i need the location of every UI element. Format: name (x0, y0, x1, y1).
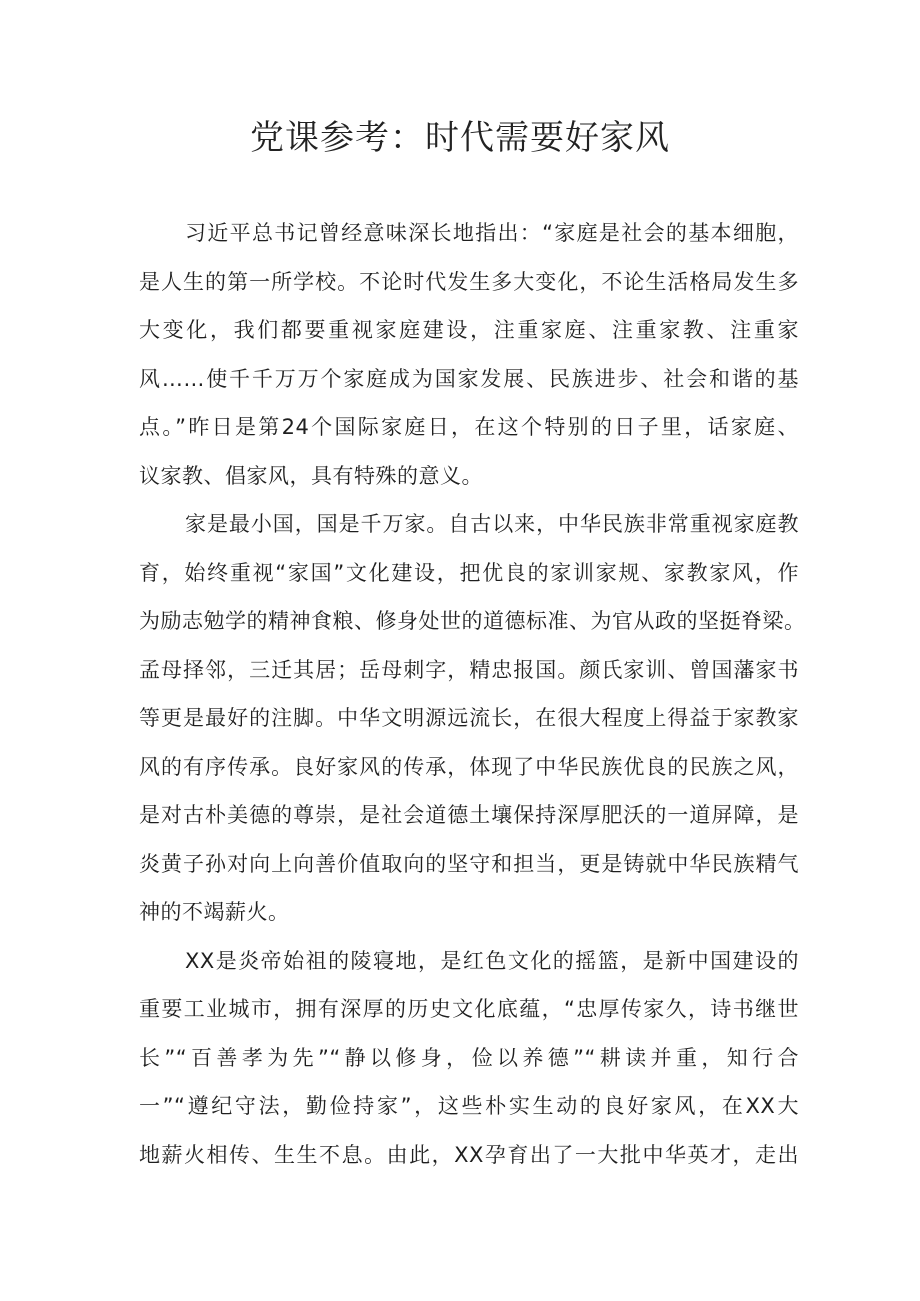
paragraph-line: 等更是最好的注脚。中华文明源远流长，在很大程度上得益于家教家 (139, 706, 799, 730)
document-body (139, 213, 806, 1183)
paragraph-line: 点。”昨日是第24个国际家庭日，在这个特别的日子里，话家庭、 (139, 415, 799, 439)
paragraph-line: 习近平总书记曾经意味深长地指出：“家庭是社会的基本细胞， (185, 221, 799, 245)
paragraph-line: 重要工业城市，拥有深厚的历史文化底蕴，“忠厚传家久，诗书继世 (139, 997, 799, 1021)
paragraph-line: 是对古朴美德的尊崇，是社会道德土壤保持深厚肥沃的一道屏障，是 (139, 803, 799, 827)
paragraph-1 (139, 213, 799, 504)
paragraph-line: 一”“遵纪守法，勤俭持家”，这些朴实生动的良好家风，在XX大 (139, 1094, 799, 1118)
paragraph-line: 议家教、倡家风，具有特殊的意义。 (139, 463, 483, 488)
paragraph-line: 家是最小国，国是千万家。自古以来，中华民族非常重视家庭教 (185, 512, 799, 536)
paragraph-line: 是人生的第一所学校。不论时代发生多大变化，不论生活格局发生多 (139, 269, 799, 294)
paragraph-line: XX是炎帝始祖的陵寝地，是红色文化的摇篮，是新中国建设的 (185, 948, 799, 973)
paragraph-line: 地薪火相传、生生不息。由此，XX孕育出了一大批中华英才，走出 (139, 1142, 799, 1167)
paragraph-line: 孟母择邻，三迁其居；岳母刺字，精忠报国。颜氏家训、曾国藩家书 (139, 657, 799, 682)
paragraph-line: 风的有序传承。良好家风的传承，体现了中华民族优良的民族之风， (139, 754, 799, 779)
paragraph-3 (139, 941, 799, 1184)
paragraph-line: 神的不竭薪火。 (139, 900, 290, 924)
paragraph-line: 炎黄子孙对向上向善价值取向的坚守和担当，更是铸就中华民族精气 (139, 851, 799, 876)
paragraph-2 (139, 504, 806, 941)
paragraph-line: 大变化，我们都要重视家庭建设，注重家庭、注重家教、注重家 (139, 318, 799, 342)
paragraph-line: 育，始终重视“家国”文化建设，把优良的家训家规、家教家风，作 (139, 560, 799, 585)
paragraph-line: 风……使千千万万个家庭成为国家发展、民族进步、社会和谐的基 (139, 366, 799, 391)
paragraph-line: 为励志勉学的精神食粮、修身处世的道德标准、为官从政的坚挺脊梁。 (139, 609, 806, 633)
paragraph-line: 长”“百善孝为先”“静以修身，俭以养德”“耕读并重，知行合 (139, 1045, 799, 1070)
document-title: 党课参考：时代需要好家风 (250, 118, 670, 158)
